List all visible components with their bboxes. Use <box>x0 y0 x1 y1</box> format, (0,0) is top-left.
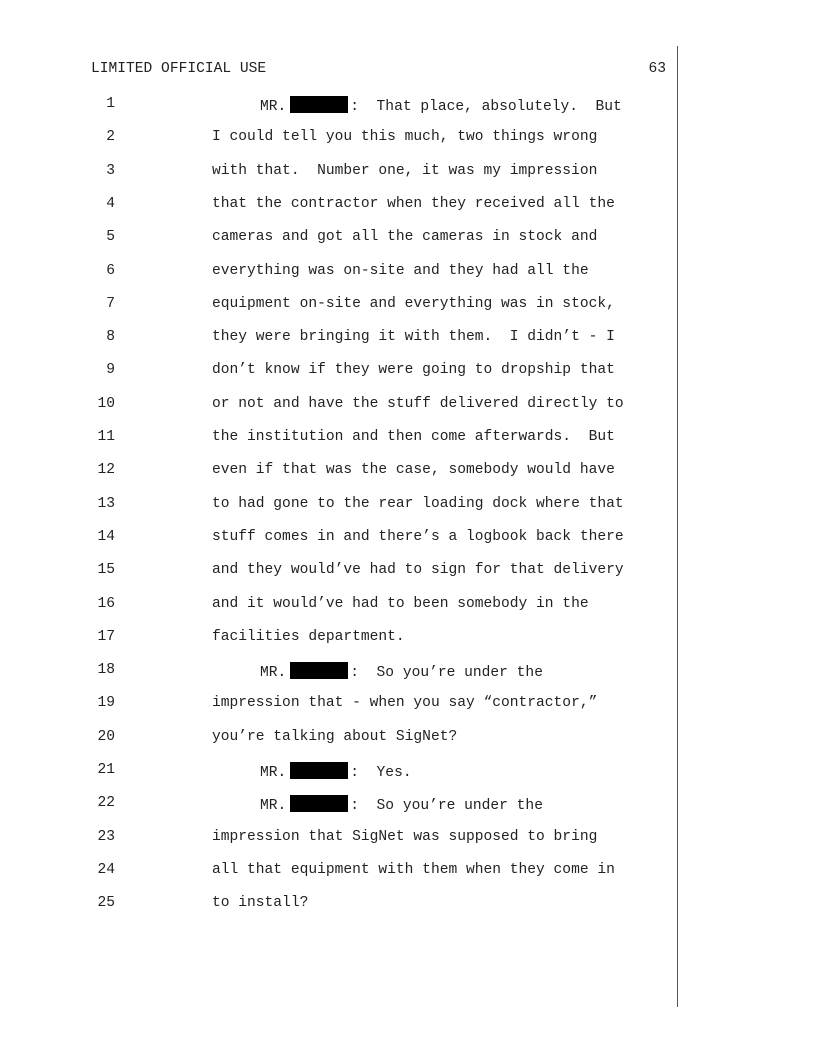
line-number: 2 <box>106 129 115 146</box>
transcript-line <box>0 862 676 882</box>
line-text: or not and have the stuff delivered directly to <box>212 395 624 412</box>
line-number: 5 <box>106 229 115 246</box>
line-text: don’t know if they were going to dropship that <box>212 362 615 379</box>
line-number: 1 <box>106 96 115 112</box>
redaction-box <box>290 795 348 812</box>
line-number: 6 <box>106 262 115 279</box>
line-text: everything was on-site and they had all the <box>212 262 589 279</box>
line-number: 15 <box>97 562 115 579</box>
transcript-line <box>0 895 676 915</box>
line-number: 10 <box>97 395 115 412</box>
speaker-label: MR. <box>260 798 287 815</box>
redaction-box <box>290 762 348 779</box>
line-text: I could tell you this much, two things wrong <box>212 129 598 146</box>
transcript-line <box>0 795 676 815</box>
line-number: 20 <box>97 728 115 745</box>
line-number: 14 <box>97 528 115 545</box>
transcript-line <box>0 429 676 449</box>
transcript-line <box>0 263 676 283</box>
line-text: that the contractor when they received all the <box>212 195 615 212</box>
line-text: cameras and got all the cameras in stock and <box>212 229 598 246</box>
transcript-line <box>0 96 676 116</box>
speaker-line-text <box>260 96 622 115</box>
line-text: facilities department. <box>212 628 405 645</box>
line-text: equipment on-site and everything was in stock, <box>212 295 615 312</box>
line-number: 16 <box>97 595 115 612</box>
line-number: 24 <box>97 861 115 878</box>
line-text: you’re talking about SigNet? <box>212 728 458 745</box>
speech-text: : So you’re under the <box>350 798 543 815</box>
line-number: 13 <box>97 495 115 512</box>
line-number: 12 <box>97 462 115 479</box>
speech-text: : Yes. <box>350 765 412 781</box>
line-text: impression that - when you say “contractor,” <box>212 695 598 712</box>
transcript-line <box>0 163 676 183</box>
transcript-line <box>0 629 676 649</box>
speaker-label: MR. <box>260 99 287 115</box>
transcript-line <box>0 529 676 549</box>
redaction-box <box>290 96 348 113</box>
line-number: 21 <box>97 762 115 778</box>
transcript-line <box>0 296 676 316</box>
transcript-line <box>0 762 676 782</box>
transcript-line <box>0 396 676 416</box>
transcript-line <box>0 496 676 516</box>
line-number: 17 <box>97 628 115 645</box>
speech-text: : So you’re under the <box>350 665 543 682</box>
transcript-line <box>0 596 676 616</box>
transcript-line <box>0 196 676 216</box>
speech-text: : That place, absolutely. But <box>350 99 622 115</box>
line-number: 3 <box>106 162 115 179</box>
line-number: 18 <box>97 662 115 679</box>
transcript-line <box>0 362 676 382</box>
line-text: even if that was the case, somebody would have <box>212 462 615 479</box>
line-text: the institution and then come afterwards. But <box>212 429 615 445</box>
line-number: 4 <box>106 195 115 212</box>
line-number: 11 <box>97 429 115 445</box>
speaker-label: MR. <box>260 765 287 781</box>
line-number: 7 <box>106 295 115 312</box>
transcript-line <box>0 462 676 482</box>
line-text: all that equipment with them when they come in <box>212 861 615 878</box>
line-text: and it would’ve had to been somebody in the <box>212 595 589 612</box>
classification-header: LIMITED OFFICIAL USE <box>91 61 267 77</box>
right-margin-rule <box>677 46 678 1007</box>
transcript-line <box>0 229 676 249</box>
line-text: they were bringing it with them. I didn’t - I <box>212 329 615 346</box>
speaker-label: MR. <box>260 665 287 682</box>
line-text: impression that SigNet was supposed to bring <box>212 828 598 845</box>
speaker-line-text <box>260 662 543 681</box>
speaker-line-text <box>260 795 543 814</box>
transcript-line <box>0 662 676 682</box>
line-number: 19 <box>97 695 115 712</box>
line-number: 25 <box>97 895 115 912</box>
transcript-line <box>0 562 676 582</box>
transcript-line <box>0 129 676 149</box>
line-number: 9 <box>106 362 115 379</box>
transcript-line <box>0 729 676 749</box>
line-number: 22 <box>97 795 115 812</box>
transcript-line <box>0 695 676 715</box>
line-text: stuff comes in and there’s a logbook back there <box>212 528 624 545</box>
line-text: to install? <box>212 895 309 912</box>
line-text: to had gone to the rear loading dock where that <box>212 495 624 512</box>
page-number: 63 <box>648 61 666 77</box>
line-number: 23 <box>97 828 115 845</box>
transcript-line <box>0 329 676 349</box>
transcript-line <box>0 829 676 849</box>
redaction-box <box>290 662 348 679</box>
speaker-line-text <box>260 762 412 781</box>
line-text: with that. Number one, it was my impression <box>212 162 598 179</box>
line-number: 8 <box>106 329 115 346</box>
line-text: and they would’ve had to sign for that delivery <box>212 562 624 579</box>
